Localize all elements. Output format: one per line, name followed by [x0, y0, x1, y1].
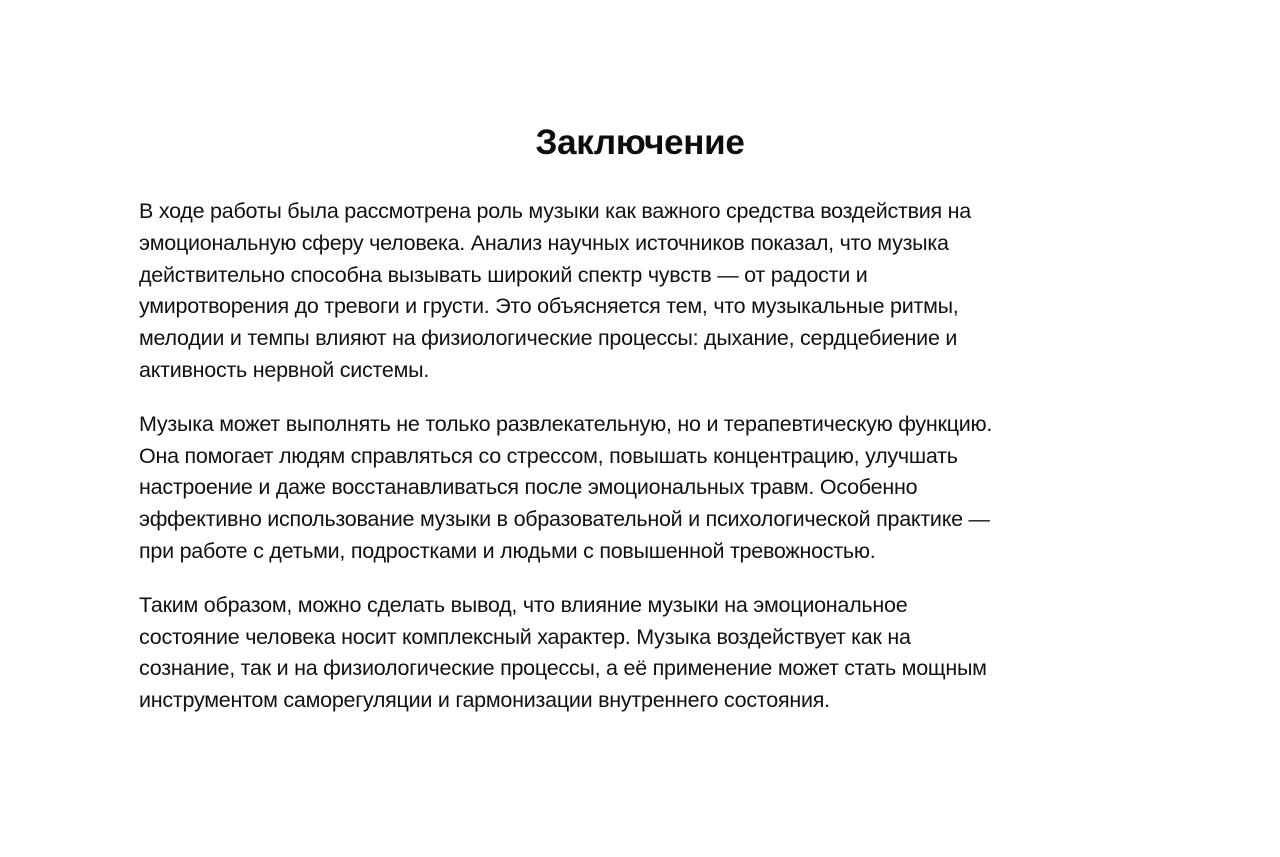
text-line: настроение и даже восстанавливаться после эмоциональных травм. Особенно	[139, 475, 918, 500]
text-line: состояние человека носит комплексный характер. Музыка воздействует как на	[139, 624, 911, 649]
text-line: умиротворения до тревоги и грусти. Это объясняется тем, что музыкальные ритмы,	[139, 294, 959, 319]
text-line: Музыка может выполнять не только развлекательную, но и терапевтическую функцию.	[139, 411, 993, 436]
text-line: эмоциональную сферу человека. Анализ научных источников показал, что музыка	[139, 230, 949, 255]
text-line: активность нервной системы.	[139, 357, 430, 382]
text-line: Она помогает людям справляться со стрессом, повышать концентрацию, улучшать	[139, 443, 958, 468]
text-line: сознание, так и на физиологические процессы, а её применение может стать мощным	[139, 656, 987, 681]
text-line: инструментом саморегуляции и гармонизации внутреннего состояния.	[139, 688, 830, 713]
text-line: эффективно использование музыки в образовательной и психологической практике —	[139, 507, 990, 532]
text-line: действительно способна вызывать широкий спектр чувств — от радости и	[139, 262, 868, 287]
paragraph-3	[139, 590, 1149, 717]
paragraph-2	[139, 409, 1149, 568]
text-line: мелодии и темпы влияют на физиологические процессы: дыхание, сердцебиение и	[139, 326, 958, 351]
document-body	[139, 196, 1149, 739]
text-line: Таким образом, можно сделать вывод, что влияние музыки на эмоциональное	[139, 592, 908, 617]
text-line: при работе с детьми, подростками и людьми с повышенной тревожностью.	[139, 538, 876, 563]
paragraph-1	[139, 196, 1149, 387]
text-line: В ходе работы была рассмотрена роль музыки как важного средства воздействия на	[139, 199, 971, 223]
page-title: Заключение	[535, 123, 745, 162]
